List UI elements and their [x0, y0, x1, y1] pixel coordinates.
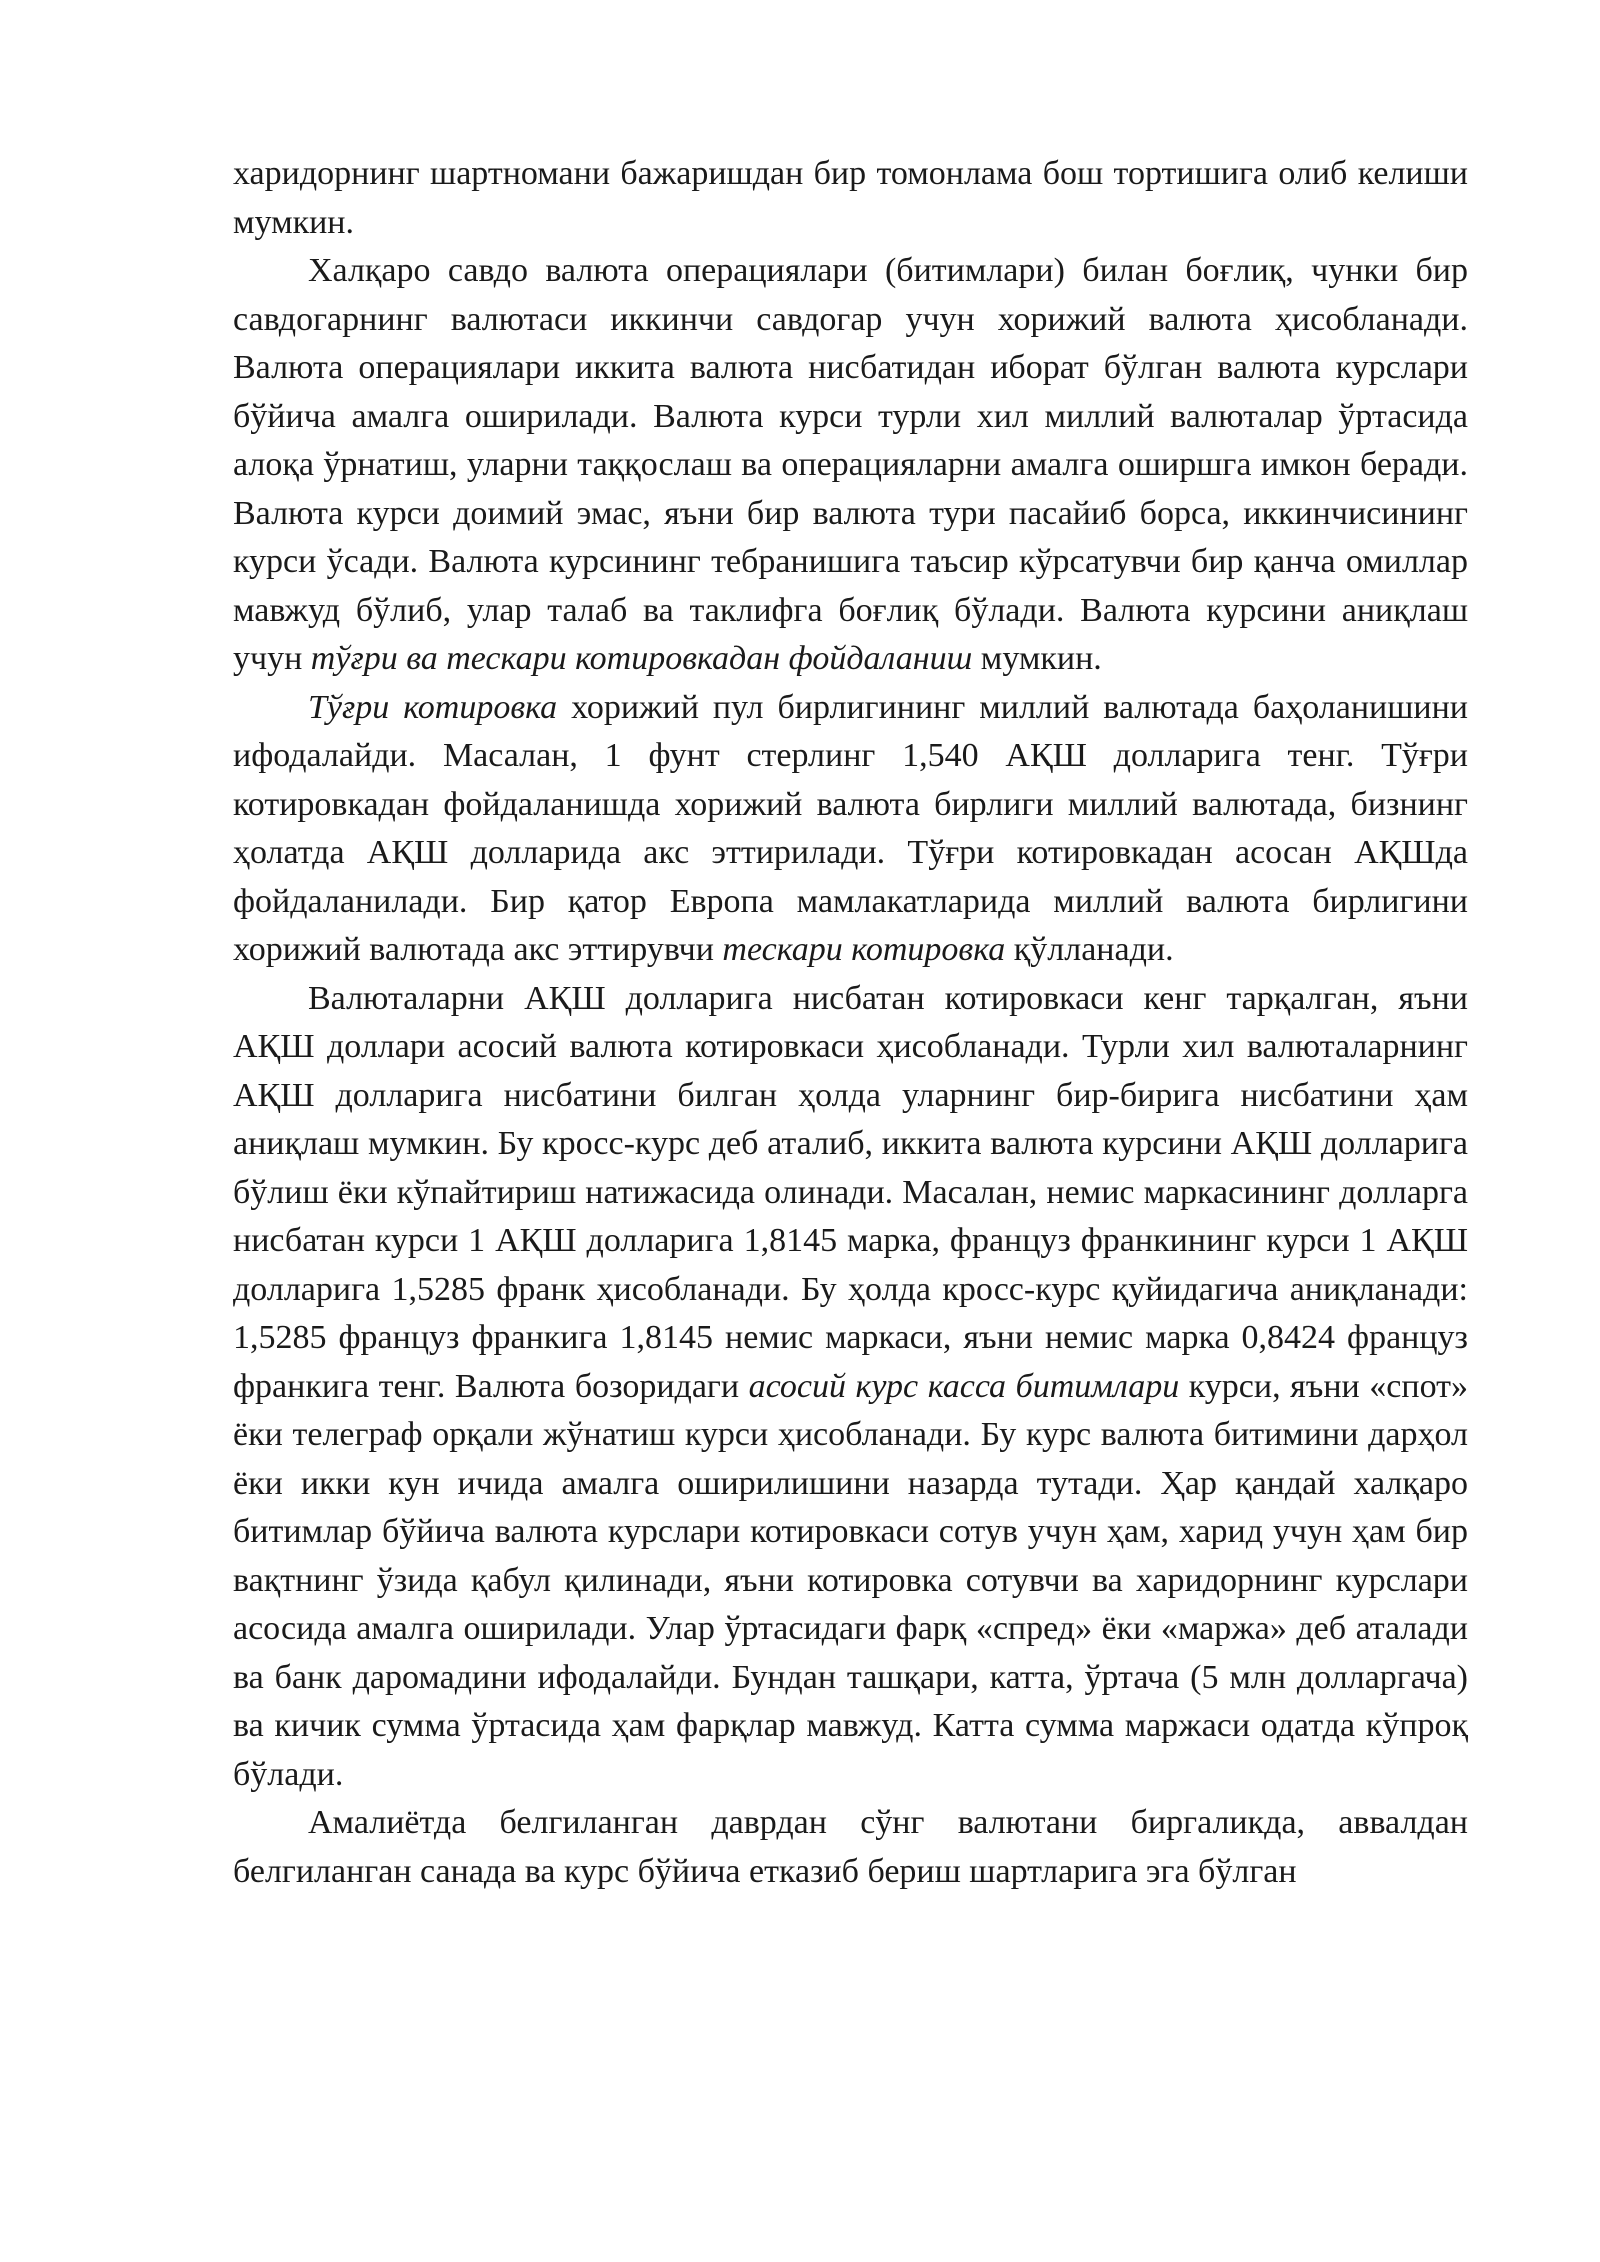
text-run: курси, яъни «спот» ёки телеграф орқали жўнатиш курси ҳисобланади. Бу курс валюта битимини дарҳол ёки икки кун ичида амалга оширилишини назарда тутади. Ҳар қандай халқаро битимлар бўйича валюта курслари котировкаси сотув учун ҳам, харид учун ҳам бир вақтнинг ўзида қабул қилинади, яъни котировка сотувчи ва харидорнинг курслари асосида амалга оширилади. Улар ўртасидаги фарқ «спред» ёки «маржа» деб аталади ва банк даромадини ифодалайди. Бундан ташқари, катта, ўртача (5 млн долларгача) ва кичик сумма ўртасида ҳам фарқлар мавжуд. Катта сумма маржаси одатда кўпроқ бўлади.: [233, 1367, 1468, 1793]
paragraph-4: [233, 975, 1468, 1800]
text-run: мумкин.: [972, 640, 1102, 677]
italic-term: тескари котировка: [722, 931, 1006, 968]
text-run: Амалиётда белгиланган даврдан сўнг валютани биргаликда, аввалдан белгиланган санада ва курс бўйича етказиб бериш шартларига эга бўлган: [233, 1804, 1468, 1890]
italic-term: Тўғри котировка: [308, 688, 558, 726]
paragraph-3: [233, 684, 1468, 975]
text-run: хорижий пул бирлигининг миллий валютада баҳоланишини ифодалайди. Масалан, 1 фунт стерлинг 1,540 АҚШ долларига тенг. Тўғри котировкадан фойдаланишда хорижий валюта бирлиги миллий валютада, бизнинг ҳолатда АҚШ долларида акс эттирилади. Тўғри котировкадан асосан АҚШда фойдаланилади. Бир қатор Европа мамлакатларида миллий валюта бирлигини хорижий валютада акс эттирувчи: [233, 688, 1468, 968]
text-run: Валюталарни АҚШ долларига нисбатан котировкаси кенг тарқалган, яъни АҚШ доллари асосий валюта котировкаси ҳисобланади. Турли хил валюталарнинг АҚШ долларига нисбатини билган ҳолда уларнинг бир-бирига нисбатини ҳам аниқлаш мумкин. Бу кросс-курс деб аталиб, иккита валюта курсини АҚШ долларига бўлиш ёки кўпайтириш натижасида олинади. Масалан, немис маркасининг долларга нисбатан курси 1 АҚШ долларига 1,8145 марка, француз франкининг курси 1 АҚШ долларига 1,5285 франк ҳисобланади. Бу ҳолда кросс-курс қуйидагича аниқланади: 1,5285 француз франкига 1,8145 немис маркаси, яъни немис марка 0,8424 француз франкига тенг. Валюта бозоридаги: [233, 979, 1468, 1405]
text-run: харидорнинг шартномани бажаришдан бир томонлама бош тортишига олиб келиши мумкин.: [233, 155, 1468, 241]
text-run: қўлланади.: [1005, 931, 1174, 968]
italic-term: тўғри ва тескари котировкадан фойдаланиш: [310, 640, 973, 677]
italic-term: асосий курс касса битимлари: [748, 1367, 1180, 1405]
document-page: [233, 150, 1468, 1896]
paragraph-1: [233, 150, 1468, 247]
paragraph-2: [233, 247, 1468, 684]
text-run: Халқаро савдо валюта операциялари (битимлари) билан боғлиқ, чунки бир савдогарнинг валютаси иккинчи савдогар учун хорижий валюта ҳисобланади. Валюта операциялари иккита валюта нисбатидан иборат бўлган валюта курслари бўйича амалга оширилади. Валюта курси турли хил миллий валюталар ўртасида алоқа ўрнатиш, уларни таққослаш ва операцияларни амалга оширшга имкон беради. Валюта курси доимий эмас, яъни бир валюта тури пасайиб борса, иккинчисининг курси ўсади. Валюта курсининг тебранишига таъсир кўрсатувчи бир қанча омиллар мавжуд бўлиб, улар талаб ва таклифга боғлиқ бўлади. Валюта курсини аниқлаш учун: [233, 252, 1468, 677]
paragraph-5: [233, 1799, 1468, 1896]
